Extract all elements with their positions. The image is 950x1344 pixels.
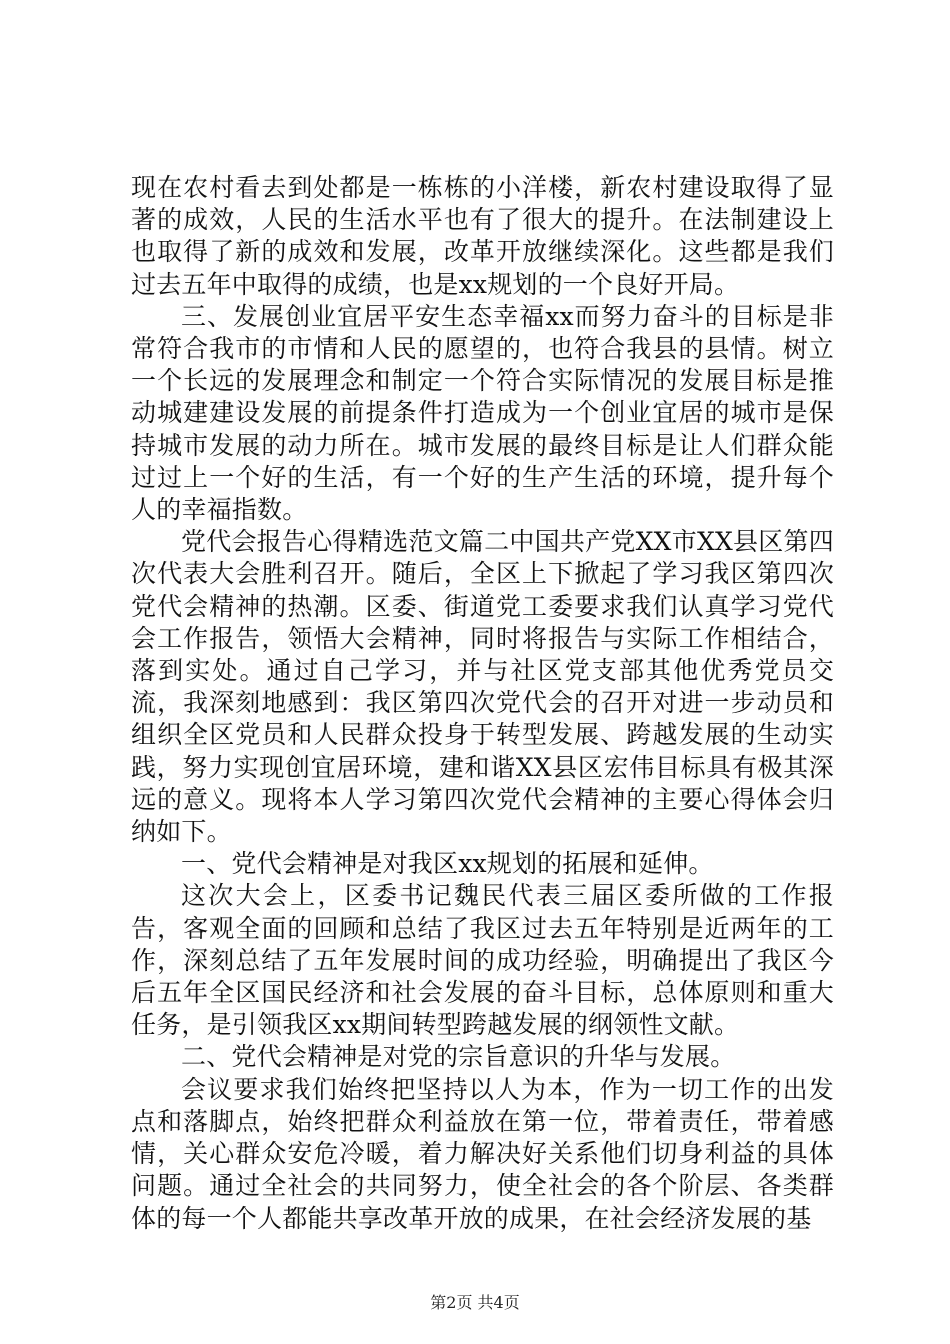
paragraph-6-heading: 二、党代会精神是对党的宗旨意识的升华与发展。: [181, 1042, 736, 1072]
paragraph-4-heading: 一、党代会精神是对我区xx规划的拓展和延伸。: [181, 849, 714, 879]
paragraph-2: 三、发展创业宜居平安生态幸福xx而努力奋斗的目标是非常符合我市的市情和人民的愿望的，也符合我县的县情。树立一个长远的发展理念和制定一个符合实际情况的发展目标是推动城建建设发展的前提条件打造成为一个创业宜居的城市是保持城市发展的动力所在。城市发展的最终目标是让人们群众能过过上一个好的生活，有一个好的生产生活的环境，提升每个人的幸福指数。: [131, 301, 834, 525]
page-footer: [0, 1293, 950, 1313]
document-body: [131, 172, 834, 1235]
paragraph-5: 这次大会上，区委书记魏民代表三届区委所做的工作报告，客观全面的回顾和总结了我区过去五年特别是近两年的工作，深刻总结了五年发展时间的成功经验，明确提出了我区今后五年全区国民经济和社会发展的奋斗目标，总体原则和重大任务，是引领我区xx期间转型跨越发展的纲领性文献。: [131, 881, 834, 1040]
paragraph-3: 党代会报告心得精选范文篇二中国共产党XX市XX县区第四次代表大会胜利召开。随后，全区上下掀起了学习我区第四次党代会精神的热潮。区委、街道党工委要求我们认真学习党代会工作报告，领悟大会精神，同时将报告与实际工作相结合，落到实处。通过自己学习，并与社区党支部其他优秀党员交流，我深刻地感到：我区第四次党代会的召开对进一步动员和组织全区党员和人民群众投身于转型发展、跨越发展的生动实践，努力实现创宜居环境，建和谐XX县区宏伟目标具有极其深远的意义。现将本人学习第四次党代会精神的主要心得体会归纳如下。: [131, 527, 834, 847]
paragraph-1: 现在农村看去到处都是一栋栋的小洋楼，新农村建设取得了显著的成效，人民的生活水平也有了很大的提升。在法制建设上也取得了新的成效和发展，改革开放继续深化。这些都是我们过去五年中取得的成绩，也是xx规划的一个良好开局。: [131, 173, 834, 299]
page-number-label: 第2页 共4页: [430, 1293, 520, 1312]
paragraph-7: 会议要求我们始终把坚持以人为本，作为一切工作的出发点和落脚点，始终把群众利益放在第一位，带着责任，带着感情，关心群众安危冷暖，着力解决好关系他们切身利益的具体问题。通过全社会的共同努力，使全社会的各个阶层、各类群体的每一个人都能共享改革开放的成果，在社会经济发展的基: [131, 1074, 834, 1233]
